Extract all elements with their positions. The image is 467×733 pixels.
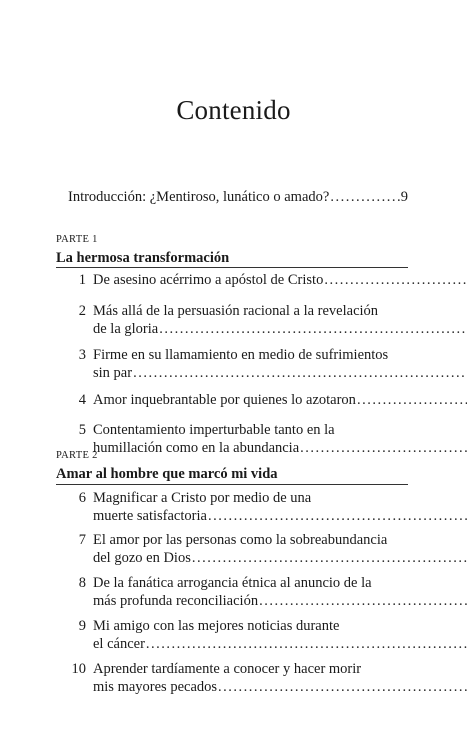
chapter-number: 4 xyxy=(78,392,86,408)
entry-text xyxy=(86,346,467,382)
chapter-number: 5 xyxy=(78,422,86,438)
entry-title-line: De asesino acérrimo a apóstol de Cristo xyxy=(93,272,324,288)
chapter-number: 1 xyxy=(78,272,86,288)
dot-leader xyxy=(146,635,467,653)
part-title: La hermosa transformación xyxy=(56,250,230,266)
chapter-number: 10 xyxy=(71,661,86,677)
toc-entry-introduction[interactable] xyxy=(68,189,408,206)
entry-text xyxy=(86,531,467,567)
entry-text xyxy=(86,489,467,525)
dot-leader xyxy=(192,549,467,567)
entry-title-line: Amor inquebrantable por quienes lo azotaron xyxy=(93,392,356,408)
entry-last-line xyxy=(93,439,467,457)
toc-entry[interactable] xyxy=(56,302,408,338)
entry-text xyxy=(86,421,467,457)
dot-leader xyxy=(218,678,467,696)
entry-title-line: sin par xyxy=(93,365,133,381)
entry-last-line xyxy=(93,364,467,382)
dot-leader xyxy=(159,320,467,338)
part-entries xyxy=(56,271,408,457)
chapter-number: 6 xyxy=(78,490,86,506)
entry-title-line: Contentamiento imperturbable tanto en la xyxy=(93,422,335,438)
dot-leader xyxy=(324,271,467,289)
entry-title-line: De la fanática arrogancia étnica al anuncio de la xyxy=(93,575,372,591)
part-label: PARTE 1 xyxy=(56,234,98,245)
dot-leader xyxy=(300,439,467,457)
chapter-number: 2 xyxy=(78,303,86,319)
toc-entry[interactable] xyxy=(56,617,408,653)
entry-text xyxy=(86,660,467,696)
entry-text xyxy=(86,271,467,289)
entry-title-line: El amor por las personas como la sobreabundancia xyxy=(93,532,388,548)
divider xyxy=(56,267,408,268)
entry-title-line: Más allá de la persuasión racional a la revelación xyxy=(93,303,379,319)
chapter-number: 9 xyxy=(78,618,86,634)
entry-last-line xyxy=(93,549,467,567)
toc-entry[interactable] xyxy=(56,489,408,525)
entry-last-line xyxy=(93,635,467,653)
entry-title-line: humillación como en la abundancia xyxy=(93,440,300,456)
entry-title-line: del gozo en Dios xyxy=(93,550,191,566)
part-label: PARTE 2 xyxy=(56,450,98,461)
entry-last-line xyxy=(93,507,467,525)
entry-title-line: Mi amigo con las mejores noticias durante xyxy=(93,618,340,634)
entry-last-line xyxy=(93,678,467,696)
dot-leader xyxy=(133,364,467,382)
entry-title-line: mis mayores pecados xyxy=(93,679,218,695)
entry-title-line: de la gloria xyxy=(93,321,159,337)
dot-leader xyxy=(330,189,399,206)
dot-leader xyxy=(208,507,467,525)
chapter-number: 3 xyxy=(78,347,86,363)
toc-entry[interactable] xyxy=(56,574,408,610)
entry-title-line: Firme en su llamamiento en medio de sufrimientos xyxy=(93,347,389,363)
entry-text xyxy=(86,391,467,409)
part-title: Amar al hombre que marcó mi vida xyxy=(56,466,278,482)
entry-title-line: Aprender tardíamente a conocer y hacer morir xyxy=(93,661,362,677)
entry-text xyxy=(86,574,467,610)
divider xyxy=(56,484,408,485)
chapter-number: 8 xyxy=(78,575,86,591)
entry-last-line xyxy=(93,320,467,338)
entry-title-line: Magnificar a Cristo por medio de una xyxy=(93,490,312,506)
entry-title-line: más profunda reconciliación xyxy=(93,593,259,609)
entry-text xyxy=(86,302,467,338)
page-title: Contenido xyxy=(176,95,291,125)
dot-leader xyxy=(357,391,467,409)
toc-entry[interactable] xyxy=(56,660,408,696)
chapter-number: 7 xyxy=(78,532,86,548)
entry-text xyxy=(86,617,467,653)
toc-entry[interactable] xyxy=(56,391,408,409)
entry-title-line: muerte satisfactoria xyxy=(93,508,207,524)
entry-title: Introducción: ¿Mentiroso, lunático o amado? xyxy=(68,189,330,205)
toc-entry[interactable] xyxy=(56,271,408,289)
toc-entry[interactable] xyxy=(56,531,408,567)
page-number: 9 xyxy=(400,189,408,205)
entry-last-line xyxy=(93,592,467,610)
entry-last-line xyxy=(93,391,467,409)
part-entries xyxy=(56,489,408,696)
toc-entry[interactable] xyxy=(56,346,408,382)
dot-leader xyxy=(259,592,467,610)
toc-entry[interactable] xyxy=(56,421,408,457)
entry-title-line: el cáncer xyxy=(93,636,145,652)
entry-last-line xyxy=(93,271,467,289)
